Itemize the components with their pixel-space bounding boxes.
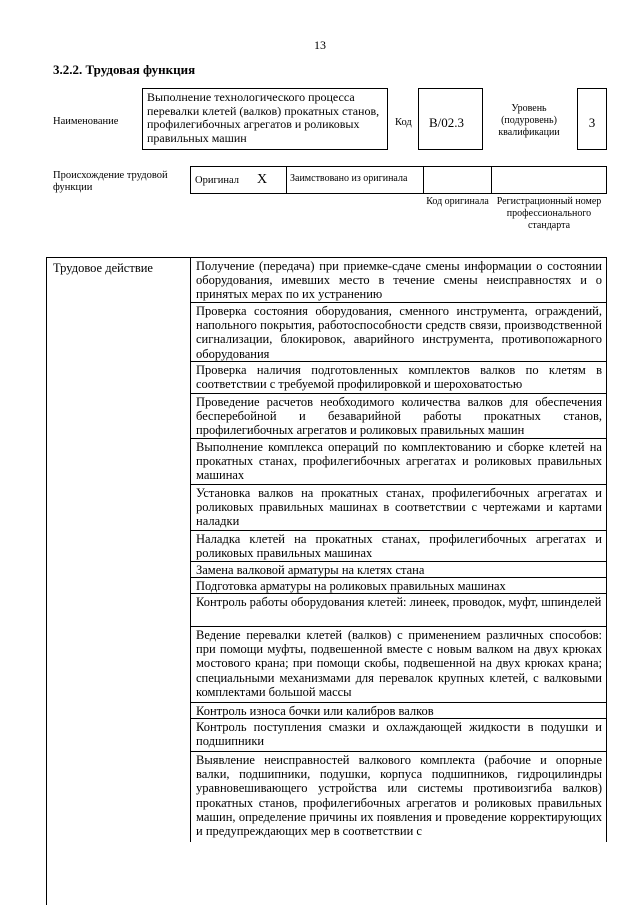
original-label: Оригинал — [195, 175, 239, 186]
labor-action-item: Получение (передача) при приемке-сдаче смены информации о состоянии оборудования, имевших место в течение смены неисправностях и о принятых мерах по их устранению — [191, 258, 606, 303]
code-label: Код — [395, 117, 412, 128]
labor-action-item: Проверка состояния оборудования, сменного инструмента, ограждений, напольного покрытия, работоспособности средств связи, производственной сигнализации, блокировок, аварийного инструмента, противопожарного оборудования — [191, 303, 606, 362]
section-title: 3.2.2. Трудовая функция — [53, 62, 196, 77]
labor-action-item: Проверка наличия подготовленных комплектов валков по клетям в соответствии с требуемой профилировкой и шероховатостью — [191, 362, 606, 394]
labor-action-rows — [190, 257, 607, 842]
labor-action-label: Трудовое действие — [53, 261, 153, 275]
labor-action-item: Контроль износа бочки или калибров валков — [191, 703, 606, 719]
borrowed-label: Заимствовано из оригинала — [290, 173, 408, 184]
labor-action-item: Контроль работы оборудования клетей: линеек, проводок, муфт, шпинделей — [191, 594, 606, 627]
labor-action-item: Подготовка арматуры на роликовых правильных машинах — [191, 578, 606, 594]
name-label: Наименование — [53, 116, 119, 127]
labor-action-item: Выполнение комплекса операций по комплектованию и сборке клетей на прокатных станах, профилегибочных агрегатах и роликовых правильных машинах — [191, 439, 606, 485]
reg-number-cell — [491, 166, 607, 194]
labor-action-item: Проведение расчетов необходимого количества валков для обеспечения бесперебойной и безаварийной работы прокатных станов, профилегибочных агрегатов и роликовых правильных машин — [191, 394, 606, 439]
code-value: В/02.3 — [418, 88, 483, 150]
labor-action-item: Выявление неисправностей валкового комплекта (рабочие и опорные валки, подшипники, подушки, корпуса подшипников, гидроцилиндры уравновешивающего устройства или системы противоизгиба валков) прокатных станов, профилегибочных агрегатов и роликовых правильных машин, определение причины их появления и проведение корректирующих и предупреждающих мер в соответствии с — [196, 753, 602, 839]
labor-action-item: Контроль поступления смазки и охлаждающей жидкости в подушки и подшипники — [191, 719, 606, 752]
labor-action-item: Наладка клетей на прокатных станах, профилегибочных агрегатах и роликовых правильных машинах — [191, 531, 606, 562]
labor-action-item: Замена валковой арматуры на клетях стана — [191, 562, 606, 578]
level-value: 3 — [577, 88, 607, 150]
level-label: Уровень (подуровень) квалификации — [498, 103, 560, 138]
function-name: Выполнение технологического процесса перевалки клетей (валков) прокатных станов, профилегибочных агрегатов и роликовых правильных машин — [142, 88, 388, 150]
code-original-cell — [423, 166, 492, 194]
labor-action-item: Ведение перевалки клетей (валков) с применением различных способов: при помощи муфты, подвешенной вместе с новым валком на двух крюках мостового крана; при помощи скобы, подвешенной на двух крюках крана; специальными механизмами для перевалок крупных клетей, с валковыми комплектами большой массы — [191, 627, 606, 703]
code-original-label: Код оригинала — [426, 196, 489, 207]
page-number: 13 — [314, 38, 326, 52]
borrowed-cell — [286, 166, 424, 194]
original-mark: X — [257, 172, 268, 187]
reg-number-label: Регистрационный номер профессионального стандарта — [496, 196, 602, 231]
original-cell — [190, 166, 287, 194]
origin-label: Происхождение трудовой функции — [53, 170, 168, 193]
labor-actions-table — [46, 257, 607, 905]
labor-action-label-cell — [46, 257, 191, 905]
labor-action-item: Установка валков на прокатных станах, профилегибочных агрегатах и роликовых правильных машинах в соответствии с чертежами и картами наладки — [191, 485, 606, 531]
